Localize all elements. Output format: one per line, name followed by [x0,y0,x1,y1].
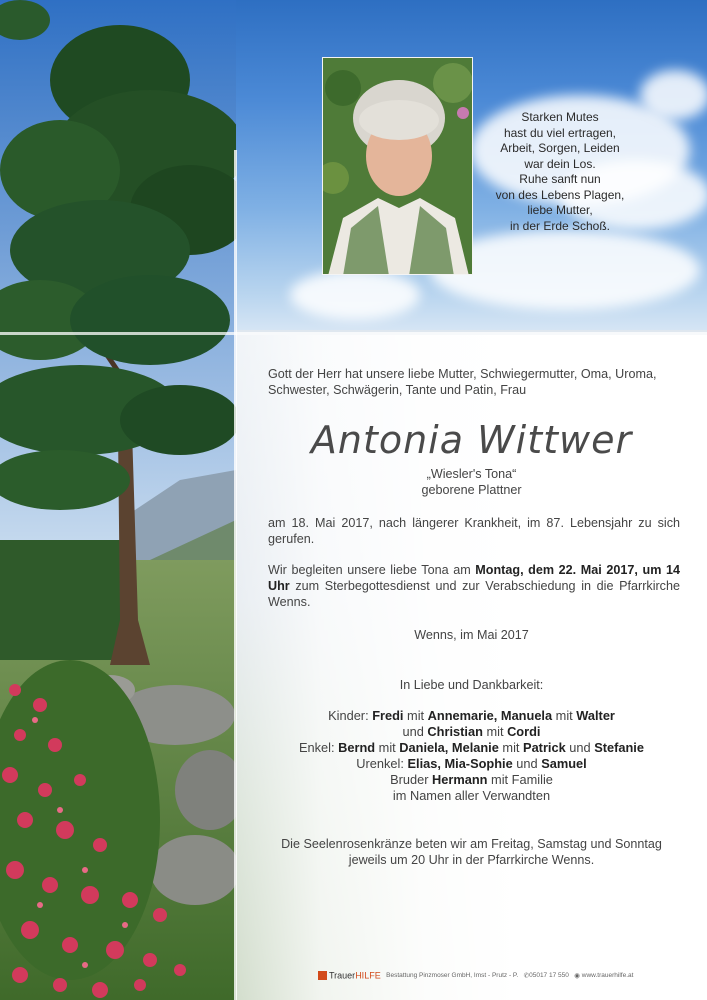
label: Bruder [390,772,433,787]
logo-text-accent: HILFE [355,970,381,981]
connector: mit [552,708,577,723]
person: Hermann [432,772,488,787]
nickname: „Wiesler's Tona“ [426,467,517,481]
deceased-name: Antonia Wittwer [310,418,633,462]
cloud [640,70,707,120]
connector: mit [403,708,428,723]
connector: mit [375,740,400,755]
person: Stefanie [594,740,644,755]
poem-line: hast du viel ertragen, [503,125,617,140]
family-line-brother [236,772,707,788]
person: Bernd [338,740,376,755]
connector: mit [498,740,524,755]
portrait-photo [322,57,473,275]
portrait-image [323,58,473,275]
poem-line: von des Lebens Plagen, [495,187,625,202]
cloud [290,270,420,320]
funeral-text: zum Sterbegottesdienst und zur Verabschiedung in die Pfarrkirche Wenns. [268,579,680,609]
logo-text [329,970,381,980]
logo-text-part: Trauer [329,970,356,981]
rosary-line: jeweils um 20 Uhr in der Pfarrkirche Wenns. [348,853,595,867]
death-notice: am 18. Mai 2017, nach längerer Krankheit, im 87. Lebensjahr zu sich gerufen. [268,516,680,546]
phone-number: 05017 17 550 [529,971,569,979]
person: Walter [576,708,615,723]
person: Elias, Mia-Sophie [407,756,513,771]
family-line-children [236,708,707,724]
website-link[interactable]: www.trauerhilfe.at [581,971,634,979]
label: Enkel: [299,740,339,755]
poem [480,110,640,234]
family-line-children-2 [236,724,707,740]
family-line-great-grandchildren [236,756,707,772]
cross-horizontal-line [0,332,707,335]
web-icon: ◉ [574,972,580,980]
landscape-photo [0,0,236,1000]
poem-line: war dein Los. [524,156,596,171]
connector: und [402,724,428,739]
poem-line: Ruhe sanft nun [519,172,601,186]
intro-text: Gott der Herr hat unsere liebe Mutter, Schwiegermutter, Oma, Uroma, Schwester, Schwägerin, Tante und Patin, Frau [268,367,657,397]
label: Kinder: [328,708,373,723]
closing-phrase: In Liebe und Dankbarkeit: [399,678,544,692]
connector: und [512,756,542,771]
funeral-text: Wir begleiten unsere liebe Tona am [268,563,476,577]
cross-vertical-line [234,150,237,1000]
connector: mit [482,724,508,739]
rosary-notice [236,836,707,868]
funeral-notice [268,562,680,610]
place-date: Wenns, im Mai 2017 [414,628,529,642]
connector: mit Familie [487,772,553,787]
rosary-line: Die Seelenrosenkränze beten wir am Freitag, Samstag und Sonntag [281,837,662,851]
connector: und [565,740,595,755]
poem-line: in der Erde Schoß. [509,218,611,233]
funeral-date: Montag, dem 22. Mai 2017, [475,563,638,577]
person: Daniela, Melanie [399,740,499,755]
company-info: Bestattung Pinzmoser GmbH, Imst - Prutz - P. [386,971,519,979]
poem-line: Starken Mutes [521,110,599,124]
person: Patrick [523,740,566,755]
footer [318,970,698,984]
person: Fredi [372,708,404,723]
person: Samuel [541,756,587,771]
family-line-grandchildren [236,740,707,756]
family-list [236,708,707,804]
trauerhilfe-logo-icon [318,971,327,980]
poem-line: liebe Mutter, [527,203,593,217]
funeral-time: um 14 Uhr [268,563,680,593]
label: Urenkel: [356,756,408,771]
poem-line: Arbeit, Sorgen, Leiden [500,141,620,155]
maiden-name: geborene Plattner [421,483,522,497]
phone-icon: ✆ [523,972,530,980]
person: Cordi [507,724,541,739]
person: Christian [427,724,483,739]
person: Annemarie, Manuela [427,708,553,723]
family-line-relatives: im Namen aller Verwandten [392,788,551,803]
